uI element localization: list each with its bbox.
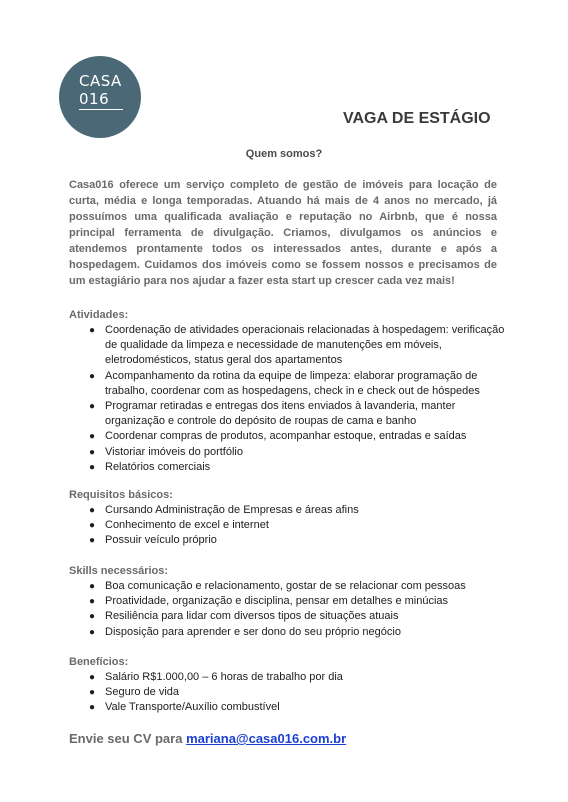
list-item [69,518,509,533]
logo-text-016: 016 [79,90,110,108]
cta-prefix: Envie seu CV para [69,731,187,746]
list-item [69,399,509,429]
list-item [69,609,509,624]
list-item [69,429,509,444]
list-item [69,594,509,609]
list-item [69,625,509,640]
list-item [69,460,509,475]
list-item-text: Disposição para aprender e ser dono do seu próprio negócio [105,625,401,638]
list-item [69,323,509,369]
bullet-icon: ● [89,446,96,458]
list-item [69,700,509,715]
bullet-icon: ● [89,687,96,699]
list-item-text: Possuir veículo próprio [105,534,217,547]
intro-paragraph: Casa016 oferece um serviço completo de gestão de imóveis para locação de curta, média e longa temporadas. Atuando há mais de 4 anos no mercado, já possuímos uma qualificada avaliação e reputação no Airbnb, que é nossa principal ferramenta de divulgação. Criamos, divulgamos os anúncios e atendemos prontamente todos os interessados antes, durante e após a hospedagem. Cuidamos dos imóveis como se fossem nossos e precisamos de um estagiário para nos ajudar a fazer esta start up crescer cada vez mais! [69,179,497,287]
requirements-list [69,503,509,549]
section-heading: Benefícios: [69,656,129,668]
section-heading: Requisitos básicos: [69,489,173,501]
list-item-text: Proatividade, organização e disciplina, pensar em detalhes e minúcias [105,595,449,608]
list-item [69,445,509,460]
list-item [69,533,509,548]
intro-heading: Quem somos? [245,148,323,160]
list-item [69,579,509,594]
list-item-text: Programar retiradas e entregas dos itens enviados à lavanderia, manter organização e controle do depósito de roupas de cama e banho [105,400,456,428]
section-requisitos [69,487,509,549]
bullet-icon: ● [89,370,96,382]
list-item-text: Salário R$1.000,00 – 6 horas de trabalho por dia [105,671,343,683]
list-item [69,685,509,700]
list-item-text: Seguro de vida [105,686,179,699]
bullet-icon: ● [89,702,96,714]
benefits-list [69,670,509,716]
bullet-icon: ● [89,520,96,532]
bullet-icon: ● [89,461,96,473]
bullet-icon: ● [89,672,96,683]
email-link[interactable]: mariana@casa016.com.br [186,731,347,746]
list-item-text: Cursando Administração de Empresas e áreas afins [105,504,359,516]
section-beneficios [69,654,509,716]
bullet-icon: ● [89,611,96,623]
company-logo [59,56,141,138]
bullet-icon: ● [89,581,96,592]
call-to-action [69,731,346,746]
bullet-icon: ● [89,535,96,547]
list-item-text: Coordenar compras de produtos, acompanhar estoque, entradas e saídas [105,430,467,443]
list-item-text: Acompanhamento da rotina da equipe de limpeza: elaborar programação de trabalho, coordenar com as hospedagens, check in e check out de hóspedes [105,369,480,397]
list-item [69,670,509,685]
list-item-text: Conhecimento de excel e internet [105,519,269,532]
list-item-text: Coordenação de atividades operacionais relacionadas à hospedagem: verificação de qualidade da limpeza e necessidade de manutenções em móveis, eletrodomésticos, status geral dos apartamentos [105,324,505,367]
list-item-text: Vistoriar imóveis do portfólio [105,445,243,458]
section-skills [69,563,509,640]
page-title: VAGA DE ESTÁGIO [343,110,491,127]
section-atividades [69,307,509,475]
bullet-icon: ● [89,626,96,638]
list-item-text: Resiliência para lidar com diversos tipos de situações atuais [105,610,399,623]
list-item [69,503,509,518]
bullet-icon: ● [89,505,96,516]
bullet-icon: ● [89,325,96,336]
logo-text-casa: CASA [79,72,122,90]
section-heading: Skills necessários: [69,565,169,577]
skills-list [69,579,509,640]
bullet-icon: ● [89,431,96,443]
section-heading: Atividades: [69,309,129,321]
bullet-icon: ● [89,596,96,608]
list-item-text: Boa comunicação e relacionamento, gostar de se relacionar com pessoas [105,580,466,592]
list-item [69,369,509,399]
logo-underline [79,109,123,110]
bullet-icon: ● [89,401,96,413]
activities-list [69,323,509,475]
list-item-text: Relatórios comerciais [105,460,211,473]
list-item-text: Vale Transporte/Auxílio combustível [105,701,280,714]
